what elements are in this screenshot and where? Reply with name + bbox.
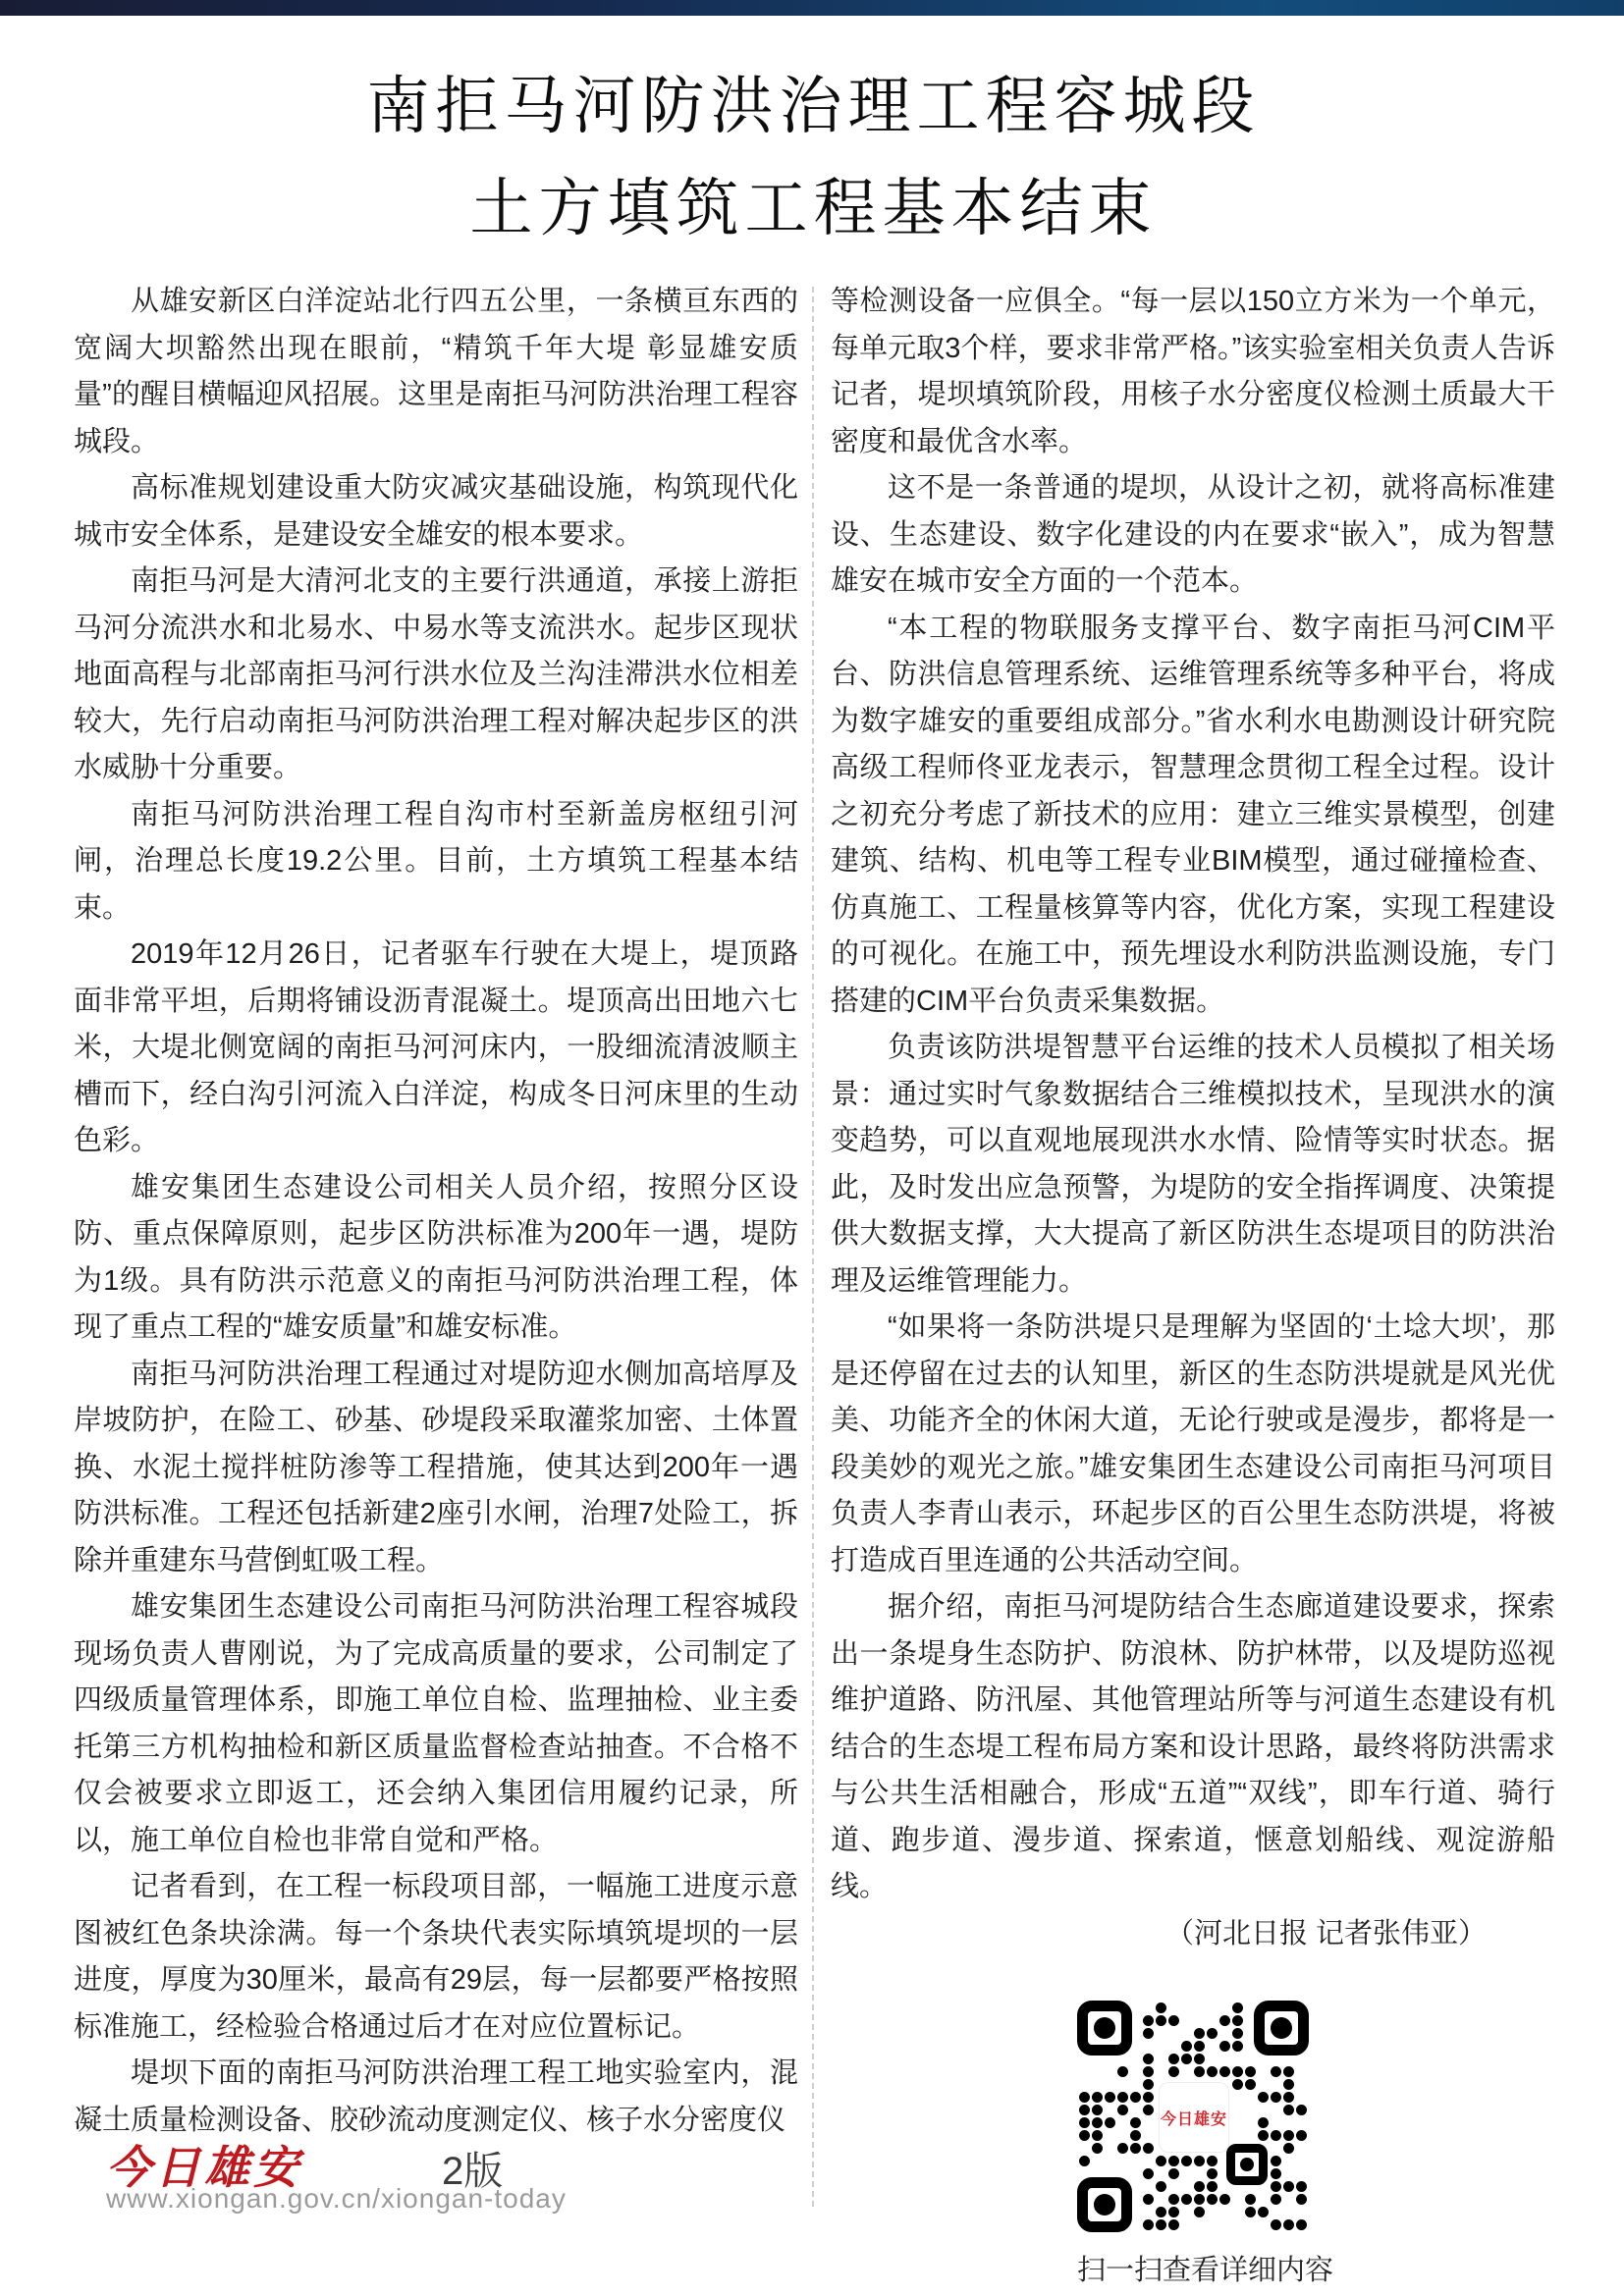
- article-headline: [74, 56, 1553, 260]
- paragraph: 雄安集团生态建设公司南拒马河防洪治理工程容城段现场负责人曹刚说，为了完成高质量的要求，公司制定了四级质量管理体系，即施工单位自检、监理抽检、业主委托第三方机构抽检和新区质量监督检查站抽查。不合格不仅会被要求立即返工，还会纳入集团信用履约记录，所以，施工单位自检也非常自觉和严格。: [74, 1591, 798, 1856]
- qr-finder-bottom-left-icon: [1077, 2177, 1132, 2232]
- byline: （河北日报 记者张伟亚）: [1164, 1917, 1487, 1949]
- article-right-column: [831, 279, 1555, 2288]
- column-divider: [812, 287, 814, 2207]
- paragraph: 南拒马河是大清河北支的主要行洪通道，承接上游拒马河分流洪水和北易水、中易水等支流洪水。起步区现状地面高程与北部南拒马河行洪水位及兰沟洼滞洪水位相差较大，先行启动南拒马河防洪治理工程对解决起步区的洪水威胁十分重要。: [74, 565, 798, 783]
- qr-center-logo-text: 今日雄安: [1160, 2110, 1227, 2128]
- paragraph: 负责该防洪堤智慧平台运维的技术人员模拟了相关场景：通过实时气象数据结合三维模拟技术，呈现洪水的演变趋势，可以直观地展现洪水水情、险情等实时状态。据此，及时发出应急预警，为堤防的安全指挥调度、决策提供大数据支撑，大大提高了新区防洪生态堤项目的防洪治理及运维管理能力。: [831, 1032, 1555, 1297]
- qr-block: [1077, 2001, 1334, 2288]
- footer-site-url: www.xiongan.gov.cn/xiongan-today: [106, 2183, 567, 2214]
- paragraph: 据介绍，南拒马河堤防结合生态廊道建设要求，探索出一条堤身生态防护、防浪林、防护林带，以及堤防巡视维护道路、防汛屋、其他管理站所等与河道生态建设有机结合的生态堤工程布局方案和设计思路，最终将防洪需求与公共生活相融合，形成“五道”“双线”，即车行道、骑行道、跑步道、漫步道、探索道，惬意划船线、观淀游船线。: [831, 1591, 1555, 1902]
- qr-finder-top-right-icon: [1254, 2001, 1309, 2056]
- paragraph: 从雄安新区白洋淀站北行四五公里，一条横亘东西的宽阔大坝豁然出现在眼前，“精筑千年大堤 彰显雄安质量”的醒目横幅迎风招展。这里是南拒马河防洪治理工程容城段。: [74, 286, 798, 457]
- paragraph: 雄安集团生态建设公司相关人员介绍，按照分区设防、重点保障原则，起步区防洪标准为200年一遇，堤防为1级。具有防洪示范意义的南拒马河防洪治理工程，体现了重点工程的“雄安质量”和雄安标准。: [74, 1171, 798, 1343]
- qr-caption: 扫一扫查看详细内容: [1077, 2255, 1334, 2286]
- qr-code: [1077, 2001, 1309, 2232]
- paragraph: 高标准规划建设重大防灾减灾基础设施，构筑现代化城市安全体系，是建设安全雄安的根本要求。: [74, 472, 798, 551]
- footer-brand-logo: 今日雄安: [106, 2143, 302, 2193]
- paragraph: 2019年12月26日，记者驱车行驶在大堤上，堤顶路面非常平坦，后期将铺设沥青混凝土。堤顶高出田地六七米，大堤北侧宽阔的南拒马河河床内，一股细流清波顺主槽而下，经白沟引河流入白洋淀，构成冬日河床里的生动色彩。: [74, 938, 798, 1156]
- paragraph: 南拒马河防洪治理工程通过对堤防迎水侧加高培厚及岸坡防护，在险工、砂基、砂堤段采取灌浆加密、土体置换、水泥土搅拌桩防渗等工程措施，使其达到200年一遇防洪标准。工程还包括新建2座引水闸，治理7处险工，拆除并重建东马营倒虹吸工程。: [74, 1358, 798, 1576]
- paragraph: “本工程的物联服务支撑平台、数字南拒马河CIM平台、防洪信息管理系统、运维管理系统等多种平台，将成为数字雄安的重要组成部分。”省水利水电勘测设计研究院高级工程师佟亚龙表示，智慧理念贯彻工程全过程。设计之初充分考虑了新技术的应用：建立三维实景模型，创建建筑、结构、机电等工程专业BIM模型，通过碰撞检查、仿真施工、工程量核算等内容，优化方案，实现工程建设的可视化。在施工中，预先埋设水利防洪监测设施，专门搭建的CIM平台负责采集数据。: [831, 612, 1555, 1017]
- right-column-paragraphs: [831, 279, 1555, 1911]
- headline-line-1: 南拒马河防洪治理工程容城段: [366, 72, 1261, 141]
- paragraph: 南拒马河防洪治理工程自沟市村至新盖房枢纽引河闸，治理总长度19.2公里。目前，土方填筑工程基本结束。: [74, 798, 798, 924]
- paragraph: 等检测设备一应俱全。“每一层以150立方米为一个单元，每单元取3个样，要求非常严格。”该实验室相关负责人告诉记者，堤坝填筑阶段，用核子水分密度仪检测土质最大干密度和最优含水率。: [831, 286, 1555, 457]
- paragraph: 这不是一条普通的堤坝，从设计之初，就将高标准建设、生态建设、数字化建设的内在要求“嵌入”，成为智慧雄安在城市安全方面的一个范本。: [831, 472, 1555, 597]
- qr-finder-top-left-icon: [1077, 2001, 1132, 2056]
- headline-line-2: 土方填筑工程基本结束: [469, 174, 1158, 243]
- article-left-column: [74, 279, 798, 2144]
- qr-alignment-icon: [1226, 2144, 1268, 2185]
- top-accent-bar: [0, 0, 1624, 16]
- paragraph: 堤坝下面的南拒马河防洪治理工程工地实验室内，混凝土质量检测设备、胶砂流动度测定仪、核子水分密度仪: [74, 2057, 798, 2136]
- paragraph: 记者看到，在工程一标段项目部，一幅施工进度示意图被红色条块涂满。每一个条块代表实际填筑堤坝的一层进度，厚度为30厘米，最高有29层，每一层都要严格按照标准施工，经检验合格通过后才在对应位置标记。: [74, 1871, 798, 2043]
- qr-center-logo: [1159, 2082, 1229, 2153]
- footer-page-number: 2版: [442, 2150, 504, 2193]
- paragraph: “如果将一条防洪堤只是理解为坚固的‘土埝大坝’，那是还停留在过去的认知里，新区的生态防洪堤就是风光优美、功能齐全的休闲大道，无论行驶或是漫步，都将是一段美妙的观光之旅。”雄安集团生态建设公司南拒马河项目负责人李青山表示，环起步区的百公里生态防洪堤，将被打造成百里连通的公共活动空间。: [831, 1311, 1555, 1576]
